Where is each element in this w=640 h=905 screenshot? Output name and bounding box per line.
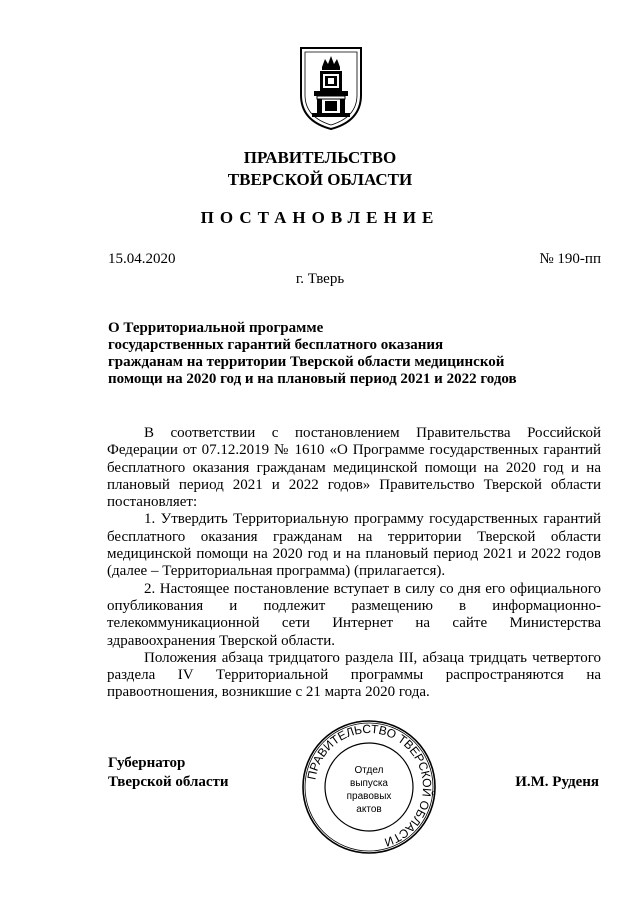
stamp-ring-text-path: ПРАВИТЕЛЬСТВО ТВЕРСКОЙ ОБЛАСТИ bbox=[304, 721, 435, 850]
document-date: 15.04.2020 bbox=[108, 251, 176, 267]
stamp-center-line: актов bbox=[356, 804, 382, 815]
body-paragraph-provisions: Положения абзаца тридцатого раздела III, абзаца тридцать четвертого раздела IV Территориальной программы распространяются на правоотношения, возникшие с 21 марта 2020 года. bbox=[107, 649, 601, 701]
title-line: гражданам на территории Тверской области медицинской bbox=[108, 354, 505, 370]
signatory-name: И.М. Руденя bbox=[515, 774, 599, 790]
body-paragraph-item-2: 2. Настоящее постановление вступает в силу со дня его официального опубликования и подлежит размещению в информационно-телекоммуникационной сети Интернет на сайте Министерства здравоохранения Тверской области. bbox=[107, 580, 601, 649]
title-line: О Территориальной программе bbox=[108, 320, 324, 336]
title-line: помощи на 2020 год и на плановый период 2021 и 2022 годов bbox=[108, 371, 517, 387]
document-body bbox=[107, 425, 601, 702]
official-stamp bbox=[300, 718, 438, 856]
stamp-center-line: правовых bbox=[346, 791, 392, 802]
signatory-position bbox=[108, 754, 229, 792]
stamp-center-line: Отдел bbox=[354, 765, 384, 776]
signatory-position-line2: Тверской области bbox=[108, 774, 229, 790]
government-name-line2: ТВЕРСКОЙ ОБЛАСТИ bbox=[227, 170, 413, 189]
document-title bbox=[108, 320, 568, 388]
government-name-line1: ПРАВИТЕЛЬСТВО bbox=[243, 148, 397, 167]
body-paragraph-preamble: В соответствии с постановлением Правительства Российской Федерации от 07.12.2019 № 1610 «О Программе государственных гарантий бесплатного оказания гражданам медицинской помощи на 2020 год и на плановый период 2021 и 2022 годов» Правительство Тверской области постановляет: bbox=[107, 425, 601, 511]
document-type-heading: ПОСТАНОВЛЕНИЕ bbox=[200, 208, 440, 227]
body-paragraph-item-1: 1. Утвердить Территориальную программу государственных гарантий бесплатного оказания гражданам на территории Тверской области медицинской помощи на 2020 год и на плановый период 2021 и 2022 годов (далее – Территориальная программа) (прилагается). bbox=[107, 511, 601, 580]
title-line: государственных гарантий бесплатного оказания bbox=[108, 337, 444, 353]
document-number: № 190-пп bbox=[539, 251, 601, 267]
stamp-center-line: выпуска bbox=[350, 778, 388, 789]
tver-coat-of-arms-icon bbox=[298, 45, 364, 131]
document-city: г. Тверь bbox=[295, 271, 345, 287]
signatory-position-line1: Губернатор bbox=[108, 755, 186, 771]
